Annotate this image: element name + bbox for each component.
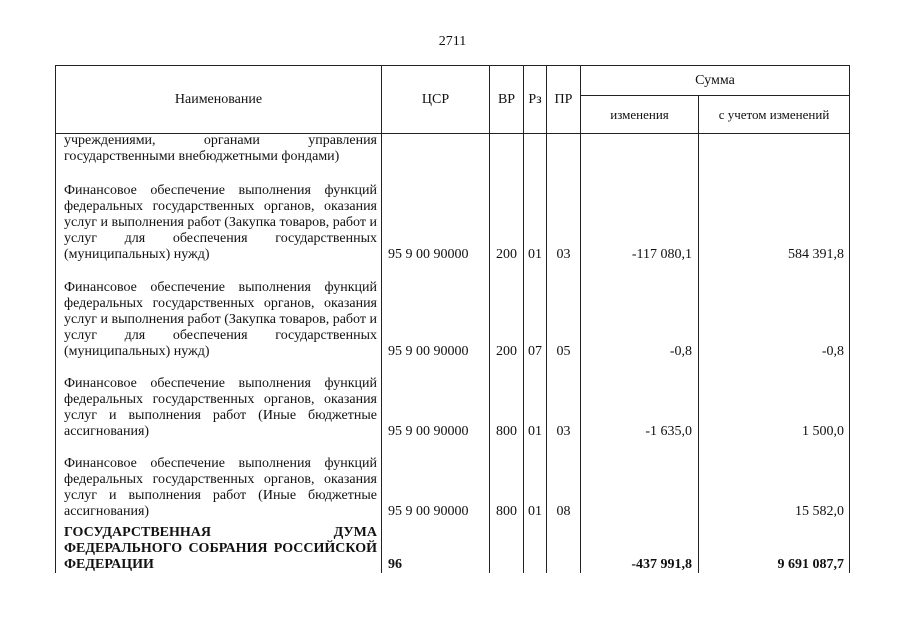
cell-total: -0,8 [699, 263, 850, 360]
table-row [56, 360, 850, 440]
header-name: Наименование [56, 66, 382, 134]
cell-pr: 05 [547, 263, 581, 360]
cell-csr: 95 9 00 90000 [382, 167, 490, 263]
header-vr: ВР [490, 66, 524, 134]
table-row [56, 134, 850, 167]
cell-rz: 01 [524, 440, 547, 520]
cell-name [56, 134, 382, 167]
header-total: с учетом изменений [699, 96, 850, 134]
header-sum: Сумма [581, 66, 850, 96]
cell-csr: 95 9 00 90000 [382, 360, 490, 440]
row-name-text: Финансовое обеспечение выполнения функций федеральных государственных органов, оказания услуг и выполнения работ (Закупка товаров, работ и услуг для обеспечения государственных (муниципальных) нужд) [64, 182, 377, 262]
cell-change: -0,8 [581, 263, 699, 360]
cell-vr [490, 134, 524, 167]
table-row [56, 263, 850, 360]
cell-csr: 95 9 00 90000 [382, 440, 490, 520]
cell-rz: 01 [524, 360, 547, 440]
cell-pr: 03 [547, 360, 581, 440]
cell-csr [382, 134, 490, 167]
cell-vr: 800 [490, 360, 524, 440]
table-row [56, 520, 850, 573]
cell-pr [547, 520, 581, 573]
row-name-text: ГОСУДАРСТВЕННАЯ ДУМА ФЕДЕРАЛЬНОГО СОБРАНИЯ РОССИЙСКОЙ ФЕДЕРАЦИИ [64, 524, 377, 572]
cell-change: -117 080,1 [581, 167, 699, 263]
cell-change: -1 635,0 [581, 360, 699, 440]
cell-name [56, 167, 382, 263]
cell-change [581, 134, 699, 167]
header-pr: ПР [547, 66, 581, 134]
page-number: 2711 [438, 34, 467, 49]
cell-rz: 07 [524, 263, 547, 360]
row-name-text: учреждениями, органами управления государственными внебюджетными фондами) [64, 133, 377, 164]
cell-total [699, 134, 850, 167]
header-rz: Рз [524, 66, 547, 134]
cell-csr: 95 9 00 90000 [382, 263, 490, 360]
cell-total: 9 691 087,7 [699, 520, 850, 573]
cell-change: -437 991,8 [581, 520, 699, 573]
row-name-text: Финансовое обеспечение выполнения функций федеральных государственных органов, оказания услуг и выполнения работ (Иные бюджетные ассигнования) [64, 375, 377, 439]
cell-name [56, 360, 382, 440]
cell-name [56, 440, 382, 520]
cell-change [581, 440, 699, 520]
cell-vr: 200 [490, 167, 524, 263]
cell-total: 15 582,0 [699, 440, 850, 520]
cell-rz [524, 134, 547, 167]
cell-rz [524, 520, 547, 573]
cell-total: 584 391,8 [699, 167, 850, 263]
cell-pr: 08 [547, 440, 581, 520]
cell-total: 1 500,0 [699, 360, 850, 440]
table-body [56, 134, 850, 573]
cell-pr [547, 134, 581, 167]
cell-csr: 96 [382, 520, 490, 573]
cell-pr: 03 [547, 167, 581, 263]
table-row [56, 440, 850, 520]
cell-vr: 200 [490, 263, 524, 360]
row-name-text: Финансовое обеспечение выполнения функций федеральных государственных органов, оказания услуг и выполнения работ (Закупка товаров, работ и услуг для обеспечения государственных (муниципальных) нужд) [64, 279, 377, 359]
header-change: изменения [581, 96, 699, 134]
row-name-text: Финансовое обеспечение выполнения функций федеральных государственных органов, оказания услуг и выполнения работ (Иные бюджетные ассигнования) [64, 455, 377, 519]
header-csr: ЦСР [382, 66, 490, 134]
cell-vr: 800 [490, 440, 524, 520]
budget-table [55, 65, 850, 573]
table-row [56, 167, 850, 263]
cell-name [56, 520, 382, 573]
cell-vr [490, 520, 524, 573]
cell-rz: 01 [524, 167, 547, 263]
cell-name [56, 263, 382, 360]
